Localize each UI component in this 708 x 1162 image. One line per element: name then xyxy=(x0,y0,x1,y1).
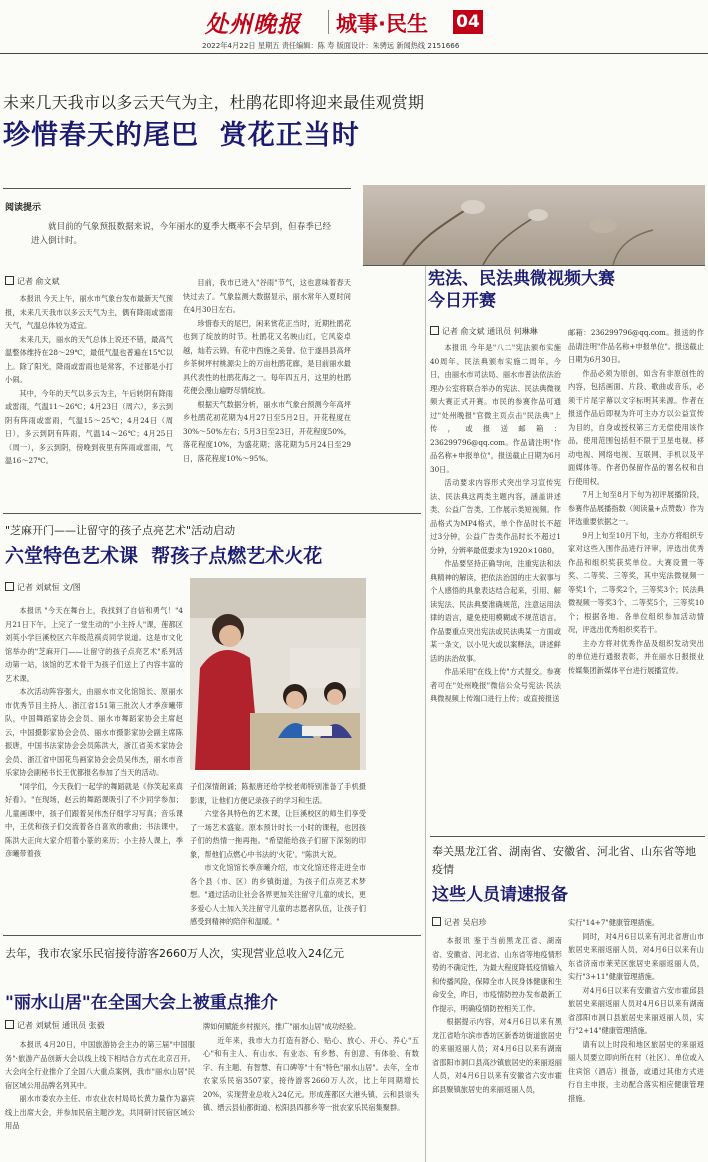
art-body-col1: 本报讯 "今天在舞台上，我找到了自信和勇气！"4月21日下午，上完了一堂生动的"小主持人"课，莲都区刘英小学巨溪校区六年级范祺贞同学说道。这是市文化馆举办的"芝麻开门——让留守的孩子点亮艺术"系列活动第一站，该馆的艺术骨干为孩子们送上了内容丰富的艺术课。 本次活动阵容强大，由丽水市文化馆馆长、原丽水市优秀节目主持人、浙江省151第三批次人才季彦曦带队，中国舞蹈家协会会员、丽水市舞蹈家协会主席赵云，中国摄影家协会会员、丽水市摄影家协会副主席陈振唐，中国书法家协会会员陈洪大，浙江省美术家协会会员、浙江省中国花鸟画家协会会员吴伟杰，丽水市音乐家协会副秘书长王优都报名参加了当天的活动。 "同学们，今天我们一起学的舞蹈就是《你笑起来真好看》。"在现场，赵云的舞蹈课吸引了不少同学参加；儿童画课中，孩子们跟着吴伟杰仔细学习写真；音乐课中，王优和孩子们交流着各自喜欢的歌曲；书法课中，陈洪大正向大家介绍着小篆的来历；小主持人课上，季彦曦带着孩 xyxy=(5,606,183,858)
tourism-headline: "丽水山居"在全国大会上被重点推介 xyxy=(5,993,278,1013)
health-kicker: 奉关黑龙江省、湖南省、安徽省、河北省、山东省等地疫情 xyxy=(432,845,696,876)
lead-body-col2: 目前，我市已进入"谷雨"节气，这也意味着春天快过去了。气象监测大数据显示，丽水常年入夏时间在4月30日左右。 珍惜春天的尾巴，闲来赏花正当时，近期杜鹃花也到了绽放的时节。杜鹃花又名映山红，它风姿卓越，灿若云锦，有花中西施之美誉。位于遂昌县高坪乡茶树坪村桃源尖上的万亩杜鹃花廊，是目前丽水最具代表性的杜鹃花海之一。每年四五月，这里的杜鹃花便会漫山遍野尽情绽放。 根据天气数据分析，丽水市气象台预测今年高坪乡杜鹃花初花期为4月27日至5月2日，开花程度在30%～50%左右；5月3日至23日，开花程度50%，落花程度10%，为盛花期；落花期为5月24日至29日，落花程度10%～95%。 xyxy=(183,278,351,463)
tourism-body-col2: 牌如何赋能乡村振兴，推广"丽水山居"成功经验。 近年来，我市大力打造有舒心、贴心、放心、开心、养心"五心"和有主人、有山水、有业态、有乡愁、有创意、有体验、有数字、有主题、有智慧、有口碑等"十有"特色"丽水山居"。去年，全市农家乐民宿3507家，接待游客2660万人次，比上年同期增长20%，实现营业总收入24亿元。形成莲都区大港头镇、云和县崇头镇、缙云县仙都街道、松阳县四都乡等一批农家乐民宿集聚群。 xyxy=(203,1022,419,1112)
tourism-body-col1: 本报讯 4月20日，中国旅游协会主办的第三届"中国服务"·旅游产品创新大会以线上线下相结合方式在北京召开。大会向全行业推介了全国八大重点案例，我市"丽水山居"民宿区域公用品牌名列其中。 丽水市委农办主任、市农业农村局局长黄力量作为嘉宾线上出席大会，并参加民宿主题沙龙，共同研讨民宿区域公用品 xyxy=(5,1040,195,1130)
reading-tip-text: 就目前的气象预报数据来说，今年丽水的夏季大概率不会早到，但春季已经进入倒计时。 xyxy=(31,222,331,246)
section-label: 城事 xyxy=(336,12,378,36)
health-author: 记者 吴启珍 xyxy=(432,917,487,928)
health-headline: 这些人员请速报备 xyxy=(432,885,568,905)
tourism-kicker: 去年，我市农家乐民宿接待游客2660万人次，实现营业总收入24亿元 xyxy=(5,947,344,960)
law-body-col1: 本报讯 今年是"八二"宪法颁布实施40周年、民法典颁布实施二周年。今日，由丽水市司法局、丽水市普法依法治理办公室将联合举办的宪法、民法典微视频大赛正式开赛。市民的参赛作品可通过"处州晚报"官微主页点击"民法典"上传，或报送邮箱：236299796@qq.com。作品请注明"作品名称+申报单位"，报送截止日期为6月30日。 活动要求内容形式突出学习宣传宪法、民法典这两类主题内容，涵盖讲述类、公益广告类、工作展示类短视频。作品格式为MP4格式，单个作品时长不超过3分钟，公益广告类作品时长不超过1分钟，分辨率最低要求为1920×1080。 作品要坚持正确导向，注重宪法和法典精神的解读，把依法治国的庄大叙事与个人感悟的具象表达结合起来，引用、解读宪法、民法典要准确规范，注意运用法律的语言，避免使用模糊或不规范语言。作品要重点突出宪法或民法典某一方面或某一条文，以小见大或以案释法，讲述鲜活的法治故事。 作品采用"在线上传"方式提交。参赛者可在"处州晚报"微信公众号宪法·民法典微视频上传端口进行上传；或直接报送 xyxy=(430,343,561,703)
classroom-photo xyxy=(190,578,366,770)
health-body-col1: 本报讯 鉴于当前黑龙江省、湖南省、安徽省、河北省、山东省等地疫情形势的不确定性，为最大程度降低疫情输入和传播风险，保障全市人民身体健康和生命安全，昨日，市疫情防控办发布最新工作提示，明确疫情防控相关工作。 根据提示内容，对4月6日以来有黑龙江省哈尔滨市香坊区新香坊街道旅居史的来丽返丽人员；对4月6日以来有湖南省邵阳市洞口县高沙镇旅居史的来丽返丽人员，对4月6日以来有安徽省六安市霍邱县聚镇旅居史的来丽返丽人员， xyxy=(432,936,562,1094)
tourism-author: 记者 刘斌恒 通讯员 张毅 xyxy=(5,1020,105,1031)
art-author: 记者 刘斌恒 文/图 xyxy=(5,582,81,593)
azalea-photo xyxy=(363,185,705,265)
masthead-meta: 2022年4月22日 星期五 责任编辑：陈 寿 版面设计：朱骋远 新闻热线 2151666 xyxy=(202,41,460,50)
section-label-2: 民生 xyxy=(385,12,428,36)
lead-kicker: 未来几天我市以多云天气为主，杜鹃花即将迎来最佳观赏期 xyxy=(3,93,425,112)
lead-author: 记者 俞文斌 xyxy=(5,276,60,287)
masthead-logo: 处州晚报 xyxy=(205,11,301,38)
art-body-col2: 子们深情朗诵；陈振唐还给学校老师特别准备了手机摄影课，让他们方便记录孩子的学习和生活。 六堂各具特色的艺术课，让巨溪校区的师生们享受了一场艺术盛宴。原本预计时长一小时的课程，也因孩子们的热情一拖再拖。"希望能给孩子们留下深刻的印象，帮他们点燃心中书法的'火花'。"陈洪大说。 市文化馆馆长季彦曦介绍，市文化馆还将走进全市各个县（市、区）的乡镇街道，为孩子们点亮艺术梦想。"通过活动让社会各界更加关注留守儿童的成长，更多爱心人士加入关注留守儿童的志愿者队伍，让孩子们感受到精神的陪伴和温暖。" xyxy=(190,782,366,926)
law-headline-line1: 宪法、民法典微视频大赛 xyxy=(428,269,615,289)
law-headline-line2: 今日开赛 xyxy=(428,291,496,311)
law-author: 记者 俞文斌 通讯员 何琳琳 xyxy=(430,326,538,337)
art-headline: 六堂特色艺术课 帮孩子点燃艺术火花 xyxy=(5,545,323,567)
page-number-badge: 04 xyxy=(453,10,483,34)
art-kicker: "芝麻开门——让留守的孩子点亮艺术"活动启动 xyxy=(5,524,236,537)
lead-body-col1: 本报讯 今天上午，丽水市气象台发布最新天气预报，未来几天我市以多云天气为主，偶有降雨或雷雨天气，气温总体较为适宜。 未来几天，丽水的天气总体上说还不错，最高气温整体维持在28～29℃，最低气温也普遍在15℃以上。除了阳光，降雨或雷雨也是常客，不过都是小打小闹。 其中，今年的天气以多云为主，午后转阴有降雨或雷雨，气温11～26℃；4月23日（周六），多云到阴有阵雨或雷雨，气温15～25℃；4月24日（周日），多云到阴有阵雨，气温14～26℃；4月25日（周一），多云到阴，傍晚到夜里有阵雨或雷雨，气温16～27℃。 xyxy=(5,294,173,465)
lead-headline: 珍惜春天的尾巴 赏花正当时 xyxy=(3,120,360,151)
health-body-col2: 实行"14+7"健康管理措施。 同时，对4月6日以来有河北省唐山市旅居史来丽返丽人员，对4月6日以来有山东省济南市莱芜区旅居史来丽返丽人员，实行"3+11"健康管理措施。 对4月6日以来有安徽省六安市霍邱县旅居史来丽返丽人员对4月6日以来有湖南省邵阳市洞口县旅居史来丽返丽人员，实行"2+14"健康管理措施。 请有以上时段和地区旅居史的来丽返丽人员要立即向所在村（社区）、单位或入住宾馆（酒店）报备，或通过其他方式进行自主申报，主动配合落实相应健康管理措施。 xyxy=(568,918,704,1103)
masthead xyxy=(0,0,708,54)
law-body-col2: 邮箱：236299796@qq.com。报送的作品请注明"作品名称+申报单位"。报送截止日期为6月30日。 作品必须为原创，如含有非原创性的内容，包括画面、片段、歌曲或音乐，必须干片尾字幕以文字标明其来源。作者在报送作品后即视为许可主办方以公益宣传为目的，自身或授权第三方无偿使用该作品，使用范围包括但不限于卫星电视、移动电视、网络电视、互联网、手机以及平面媒体等。作者仍保留作品的署名权和自行使用权。 7月上旬至8月下旬为初评展播阶段，参赛作品展播指数（阅读量+点赞数）作为评选重要依据之一。 9月上旬至10月下旬，主办方将组织专家对这些入围作品进行评审，评选出优秀作品和组织奖获奖单位。大赛设置一等奖、二等奖、三等奖，其中宪法微视频一等奖1个，二等奖2个，三等奖3个；民法典微视频一等奖3个、二等奖5个，三等奖10个；根据各地、各单位组织参加活动情况，评选出优秀组织奖若干。 主办方将对优秀作品及组织发动突出的单位进行通报表彰，并在丽水日报报业传媒集团新媒体平台进行展播宣传。 xyxy=(568,328,704,675)
section-name: 城事·民生 xyxy=(336,12,428,36)
reading-tip-label: 阅读提示 xyxy=(5,203,42,213)
law-headline xyxy=(428,268,615,312)
